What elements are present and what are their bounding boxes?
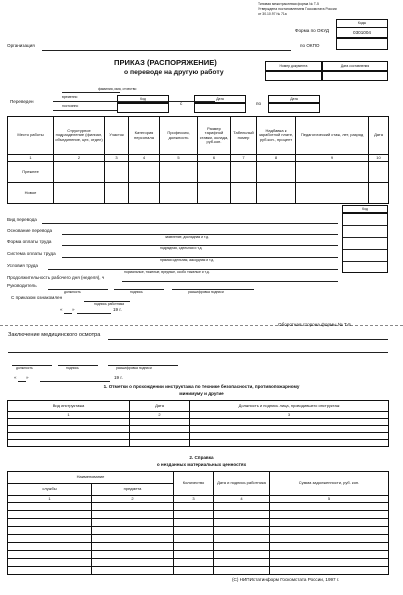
medical-month-line[interactable] bbox=[40, 381, 110, 382]
doctor-signature-hint: подпись bbox=[66, 366, 79, 370]
permanent-label: постоянно bbox=[62, 104, 79, 108]
table-cell[interactable] bbox=[8, 426, 130, 433]
doctor-decode-hint: расшифровка подписи bbox=[116, 366, 152, 370]
table-cell[interactable] bbox=[190, 433, 389, 440]
table-row bbox=[8, 503, 389, 511]
approved-line: Утверждена постановлением Госкомстата России bbox=[258, 7, 337, 11]
col-number: 9 bbox=[296, 155, 369, 162]
table-cell[interactable] bbox=[129, 162, 160, 183]
medical-line-2[interactable] bbox=[8, 352, 388, 353]
col-number: 3 bbox=[105, 155, 129, 162]
code-header-cell bbox=[117, 95, 169, 103]
familiar-day-line[interactable] bbox=[64, 313, 72, 314]
table-cell[interactable] bbox=[369, 162, 389, 183]
table-row bbox=[8, 519, 389, 527]
table-cell[interactable] bbox=[174, 559, 214, 567]
table-cell[interactable] bbox=[130, 440, 190, 447]
col-header-seniority: Педагогический стаж, лет, разряд bbox=[296, 117, 369, 155]
reverse-title: Оборотная сторона формы № Т-5 bbox=[278, 322, 351, 327]
table-cell[interactable] bbox=[105, 162, 129, 183]
table-cell[interactable] bbox=[92, 551, 174, 559]
col-header-item: предмета bbox=[92, 484, 174, 496]
table-cell[interactable] bbox=[130, 419, 190, 426]
okud-value: 0301004 bbox=[353, 30, 371, 35]
table-cell[interactable] bbox=[296, 183, 369, 204]
table-row bbox=[8, 535, 389, 543]
doc-date-field[interactable] bbox=[322, 71, 388, 81]
section1-subtitle: минимуму и другие bbox=[179, 391, 224, 396]
permanent-line bbox=[53, 110, 117, 111]
table-cell[interactable] bbox=[8, 519, 92, 527]
okud-label: Форма по ОКУД bbox=[295, 28, 330, 33]
pay-system-hint: прямая сдельная, аккордная и т.д. bbox=[160, 258, 215, 262]
col-header-profession: Профессия, должность bbox=[160, 117, 198, 155]
table-cell[interactable] bbox=[174, 551, 214, 559]
table-row bbox=[8, 527, 389, 535]
section2-subtitle: о незданных материальных ценностях bbox=[156, 462, 247, 467]
table-row bbox=[8, 183, 389, 204]
col-number: 7 bbox=[231, 155, 257, 162]
codes-label: Коды bbox=[357, 21, 367, 25]
code-row-divider bbox=[343, 249, 387, 250]
col-header-allowance: Надбавка к заработной плате, руб.коп., процент bbox=[257, 117, 296, 155]
manager-signature-hint: подпись bbox=[130, 290, 143, 294]
doc-number-header bbox=[265, 61, 322, 71]
table-cell[interactable] bbox=[8, 419, 130, 426]
pay-form-hint: подрядная, сдельная и т.д. bbox=[160, 246, 203, 250]
table-cell[interactable] bbox=[160, 162, 198, 183]
familiar-label: С приказом ознакомлен bbox=[11, 295, 63, 300]
pay-system-label: Система оплаты труда bbox=[7, 251, 56, 256]
row-label-new: Новое bbox=[8, 183, 54, 204]
col-number: 2 bbox=[54, 155, 105, 162]
details-code-column[interactable] bbox=[342, 213, 388, 273]
copyright: (С) НИПИстатинформ Госкомстата России, 1997 г. bbox=[232, 577, 340, 582]
table-cell[interactable] bbox=[8, 559, 92, 567]
col-number: 5 bbox=[160, 155, 198, 162]
table-cell[interactable] bbox=[174, 527, 214, 535]
manager-decode-hint: расшифровка подписи bbox=[188, 290, 224, 294]
table-cell[interactable] bbox=[231, 183, 257, 204]
table-cell[interactable] bbox=[214, 511, 270, 519]
col-number: 4 bbox=[129, 155, 160, 162]
order-title: ПРИКАЗ (РАСПОРЯЖЕНИЕ) bbox=[114, 58, 217, 67]
table-row bbox=[8, 433, 389, 440]
manager-label: Руководитель bbox=[7, 283, 37, 288]
table-cell[interactable] bbox=[92, 519, 174, 527]
table-cell[interactable] bbox=[270, 527, 389, 535]
table-cell[interactable] bbox=[92, 567, 174, 575]
table-cell[interactable] bbox=[92, 511, 174, 519]
code-label: Код bbox=[140, 97, 146, 101]
details-code-header bbox=[342, 205, 388, 213]
familiar-date-quote: » bbox=[72, 307, 75, 312]
table-cell[interactable] bbox=[214, 567, 270, 575]
col-header-division: Структурное подразделение (филиал, объединение, цех, отдел) bbox=[54, 117, 105, 155]
col-header-date-signature: Дата и подпись работника bbox=[214, 472, 270, 496]
table-cell[interactable] bbox=[270, 535, 389, 543]
code-row-divider bbox=[343, 237, 387, 238]
workday-label: Продолжительность рабочего дня (неделя), ч bbox=[7, 275, 105, 280]
table-row bbox=[8, 426, 389, 433]
table-cell[interactable] bbox=[8, 527, 92, 535]
table-row bbox=[8, 567, 389, 575]
medical-year: 19 г. bbox=[114, 375, 123, 380]
table-row bbox=[8, 440, 389, 447]
temporary-label: временно bbox=[62, 95, 78, 99]
table-cell[interactable] bbox=[214, 527, 270, 535]
workday-line[interactable] bbox=[122, 281, 338, 282]
table-cell[interactable] bbox=[8, 433, 130, 440]
col-number: 6 bbox=[198, 155, 231, 162]
table-cell[interactable] bbox=[160, 183, 198, 204]
col-number: 10 bbox=[369, 155, 389, 162]
table-cell[interactable] bbox=[130, 433, 190, 440]
transfer-table bbox=[7, 116, 389, 204]
name-hint: фамилия, имя, отчество bbox=[98, 87, 137, 91]
table-cell[interactable] bbox=[214, 503, 270, 511]
col-header-briefing-date: Дата bbox=[130, 401, 190, 412]
date-to-header bbox=[268, 95, 320, 103]
table-cell[interactable] bbox=[214, 543, 270, 551]
col-header-workplace: Место работы bbox=[8, 117, 54, 155]
table-cell[interactable] bbox=[174, 511, 214, 519]
table-cell[interactable] bbox=[8, 543, 92, 551]
table-cell[interactable] bbox=[8, 503, 92, 511]
col-header-briefing-type: Вид инструктажа bbox=[8, 401, 130, 412]
table-cell[interactable] bbox=[214, 535, 270, 543]
table-cell[interactable] bbox=[92, 559, 174, 567]
code-row-divider bbox=[343, 261, 387, 262]
okpo-code-cell[interactable] bbox=[336, 38, 388, 50]
table-cell[interactable] bbox=[54, 183, 105, 204]
familiar-date-prefix: « bbox=[60, 307, 63, 312]
order-subtitle: о переводе на другую работу bbox=[124, 69, 224, 76]
table-row bbox=[8, 162, 389, 183]
medical-date-quote: » bbox=[26, 375, 29, 380]
table-cell[interactable] bbox=[130, 426, 190, 433]
col-number: 1 bbox=[8, 412, 130, 419]
section2-title: 2. Справка bbox=[189, 455, 214, 460]
table-cell[interactable] bbox=[8, 551, 92, 559]
table-row bbox=[8, 551, 389, 559]
table-cell[interactable] bbox=[214, 551, 270, 559]
col-number: 2 bbox=[92, 496, 174, 503]
medical-label: Заключение медицинского осмотра bbox=[8, 332, 101, 338]
doc-number-label: Номер документа bbox=[279, 64, 308, 68]
table-cell[interactable] bbox=[257, 162, 296, 183]
table-cell[interactable] bbox=[369, 183, 389, 204]
table-cell[interactable] bbox=[92, 527, 174, 535]
table-cell[interactable] bbox=[270, 519, 389, 527]
medical-line-1[interactable] bbox=[108, 339, 388, 340]
table-cell[interactable] bbox=[296, 162, 369, 183]
doc-date-header bbox=[322, 61, 388, 71]
col-number: 5 bbox=[270, 496, 389, 503]
col-header-tab-number: Табельный номер bbox=[231, 117, 257, 155]
table-cell[interactable] bbox=[105, 183, 129, 204]
conditions-label: Условия труда bbox=[7, 263, 38, 268]
code-field[interactable] bbox=[117, 103, 169, 113]
col-number: 2 bbox=[130, 412, 190, 419]
table-cell[interactable] bbox=[257, 183, 296, 204]
col-header-debt: Сумма задолженности, руб. коп. bbox=[270, 472, 389, 496]
date-from-label: Дата bbox=[216, 97, 224, 101]
table-cell[interactable] bbox=[8, 511, 92, 519]
col-number: 3 bbox=[190, 412, 389, 419]
col-header-service: службы bbox=[8, 484, 92, 496]
table-cell[interactable] bbox=[270, 543, 389, 551]
medical-day-line[interactable] bbox=[18, 381, 26, 382]
briefing-table bbox=[7, 400, 389, 447]
col-header-date: Дата bbox=[369, 117, 389, 155]
table-cell[interactable] bbox=[92, 535, 174, 543]
date-to-field[interactable] bbox=[268, 103, 320, 113]
date-from-header bbox=[194, 95, 246, 103]
organization-label: Организация bbox=[7, 43, 35, 48]
col-number: 3 bbox=[174, 496, 214, 503]
table-cell[interactable] bbox=[54, 162, 105, 183]
basis-hint: заявление, докладная и т.д. bbox=[165, 235, 210, 239]
table-cell[interactable] bbox=[8, 440, 130, 447]
table-cell[interactable] bbox=[270, 503, 389, 511]
table-row bbox=[8, 419, 389, 426]
table-cell[interactable] bbox=[198, 183, 231, 204]
table-cell[interactable] bbox=[129, 183, 160, 204]
medical-date-prefix: « bbox=[14, 375, 17, 380]
table-cell[interactable] bbox=[190, 419, 389, 426]
table-cell[interactable] bbox=[174, 503, 214, 511]
col-header-briefing-signature: Должность и подпись лица, проводившего инструктаж bbox=[190, 401, 389, 412]
table-cell[interactable] bbox=[174, 519, 214, 527]
table-cell[interactable] bbox=[174, 567, 214, 575]
col-header-category: Категория персонала bbox=[129, 117, 160, 155]
table-row bbox=[8, 511, 389, 519]
table-cell[interactable] bbox=[214, 519, 270, 527]
organization-line[interactable] bbox=[42, 50, 291, 51]
table-cell[interactable] bbox=[190, 426, 389, 433]
basis-label: Основание перевода bbox=[7, 228, 53, 233]
valuables-table bbox=[7, 471, 389, 575]
table-cell[interactable] bbox=[92, 503, 174, 511]
table-cell[interactable] bbox=[214, 559, 270, 567]
doc-date-label: Дата составления bbox=[340, 64, 370, 68]
table-cell[interactable] bbox=[8, 567, 92, 575]
doc-number-field[interactable] bbox=[265, 71, 322, 81]
section1-title: 1. Отметки о прохождении инструктажа по технике безопасности, противопожарному bbox=[103, 384, 300, 389]
table-cell[interactable] bbox=[190, 440, 389, 447]
manager-position-hint: должность bbox=[64, 290, 81, 294]
col-number: 1 bbox=[8, 496, 92, 503]
pay-form-label: Форма оплаты труда bbox=[7, 239, 52, 244]
table-cell[interactable] bbox=[270, 511, 389, 519]
col-number: 1 bbox=[8, 155, 54, 162]
table-cell[interactable] bbox=[270, 559, 389, 567]
doctor-position-hint: должность bbox=[16, 366, 33, 370]
table-cell[interactable] bbox=[270, 551, 389, 559]
table-row bbox=[8, 543, 389, 551]
conditions-hint: нормальные, тяжелые, вредные, особо тяжелые и т.д. bbox=[124, 270, 210, 274]
table-cell[interactable] bbox=[8, 535, 92, 543]
date-to-label: Дата bbox=[290, 97, 298, 101]
details-code-label: Код bbox=[362, 207, 368, 211]
table-cell[interactable] bbox=[231, 162, 257, 183]
col-header-name: Наименование bbox=[8, 472, 174, 484]
row-label-previous: Прежнее bbox=[8, 162, 54, 183]
table-row bbox=[8, 559, 389, 567]
form-type-line: Типовая межотраслевая форма № Т-5 bbox=[258, 2, 319, 6]
okud-code-cell[interactable] bbox=[336, 27, 388, 38]
name-line[interactable] bbox=[62, 92, 120, 93]
col-header-quantity: Количество bbox=[174, 472, 214, 496]
to-label: по bbox=[256, 101, 262, 106]
table-cell[interactable] bbox=[92, 543, 174, 551]
employee-signature-hint: подпись работника bbox=[94, 302, 125, 306]
code-row-divider bbox=[343, 225, 387, 226]
col-header-section: Участок bbox=[105, 117, 129, 155]
table-cell[interactable] bbox=[270, 567, 389, 575]
transfer-type-label: Вид перевода bbox=[7, 217, 37, 222]
table-cell[interactable] bbox=[174, 543, 214, 551]
familiar-month-line[interactable] bbox=[77, 313, 111, 314]
col-number: 4 bbox=[214, 496, 270, 503]
table-cell[interactable] bbox=[198, 162, 231, 183]
date-from-field[interactable] bbox=[194, 103, 246, 113]
okpo-label: по ОКПО bbox=[300, 43, 320, 48]
transferred-label: Переведен bbox=[10, 99, 34, 104]
familiar-year: 19 г. bbox=[113, 307, 122, 312]
table-cell[interactable] bbox=[174, 535, 214, 543]
col-number: 8 bbox=[257, 155, 296, 162]
col-header-rate: Размер тарифной ставки, оклада, руб.коп. bbox=[198, 117, 231, 155]
from-label: с bbox=[180, 101, 183, 106]
transfer-type-line[interactable] bbox=[42, 223, 338, 224]
approval-date-line: от 30.10.97 № 71а bbox=[258, 12, 287, 16]
